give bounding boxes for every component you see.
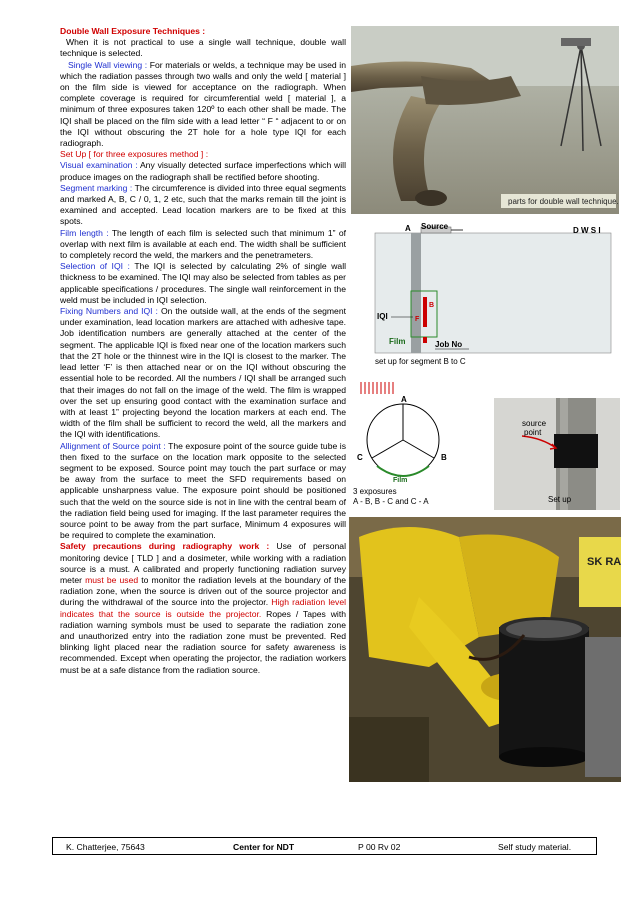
safety-text-3: Ropes / Tapes with radiation warning symbols must be used to separate the radiation zone and unauthorized entry into the radiation zone must be prevented. Red blinking light placed near the radiation source for safety awareness is recommended. Except when operating the projector, the radiation workers must be at a safe distance from the radiation source. [60, 608, 347, 675]
fixing-text: On the outside wall, at the ends of the segment under examination, lead location markers are attached with adhesive tape. Job identification numbers are generally attached at the center of the segment. The applicable IQI is fixed near one of the location markers such that the 2T hole or the thinnest wire in the IQI is closest to the marker. The lead letter ‘F’ is then attached near or on the IQI without obscuring the essential hole to be recorded. All the numbers / IQI shall be arranged such that their images do not fall on the image of the weld. The film is wrapped over the set up ensuring good contact with the examination surface and with at least 1” projecting beyond the location markers at each end. The width of the film shall be sufficient to record the weld, all the markers and the IQI with identifications. [60, 306, 346, 440]
align-paragraph [60, 441, 346, 542]
photo2-label-point: point [524, 428, 542, 437]
segment-paragraph [60, 183, 346, 228]
d2-label-a: A [401, 395, 407, 404]
diagram-dwsi-setup [351, 221, 619, 373]
segment-label: Segment marking : [60, 182, 133, 193]
single-wall-text: For materials or welds, a technique may be used in which the radiation passes through two walls and only the weld [ material ] on the film side is viewed for acceptance on the radiograph. When complete coverage is required for circumferential weld [ material ], a minimum of three exposures taken 120º to each other shall be made. The IQI shall be placed on the film side with a lead letter “ F “ adjacent to or on the IQI without obscuring the 2T hole for a hole type IQI for each radiograph. [60, 59, 346, 149]
iqi-label: Selection of IQI : [60, 261, 130, 272]
fixing-paragraph [60, 306, 346, 440]
photo3-sign-letters: SK RA [587, 556, 621, 568]
photo2-caption: Set up [548, 495, 572, 504]
photo-radiography-worker-drawing [349, 517, 621, 782]
d2-label-film: Film [393, 477, 408, 484]
align-label: Allignment of Source point : [60, 440, 166, 451]
d2-label-c: C [357, 453, 363, 462]
safety-text-2: to monitor the radiation levels at the boundary of the radiation zone, when the source is driven out of the source projector and during the withdrawal of the source into the projector. [60, 574, 347, 608]
photo-source-point [494, 398, 620, 510]
diagram-dwsi-drawing [351, 221, 619, 373]
safety-red-2: High radiation level indicates that the source is outside the projector. [60, 597, 347, 619]
visual-text: Any visually detected surface imperfections which will produce images on the radiograph shall be rectified before shooting. [60, 160, 346, 182]
photo-source-point-drawing [494, 398, 620, 510]
diagram-three-exposures-drawing [351, 378, 491, 508]
visual-label: Visual examination : [60, 160, 138, 171]
label-dwsi: D W S I [573, 226, 601, 235]
iqi-paragraph [60, 261, 346, 306]
label-film: Film [389, 337, 406, 346]
film-paragraph [60, 228, 346, 262]
footer-page: P 00 Rv 02 [358, 842, 401, 852]
safety-paragraph [60, 541, 346, 675]
film-label: Film length : [60, 227, 109, 238]
fixing-label: Fixing Numbers and IQI : [60, 306, 158, 317]
visual-paragraph [60, 160, 346, 182]
safety-red-1: must be used [85, 574, 139, 585]
footer-note: Self study material. [498, 842, 572, 852]
label-b: B [429, 302, 435, 309]
diagram-three-exposures [351, 378, 491, 508]
photo-pipe-parts-drawing [351, 26, 619, 214]
safety-text-1: Use of personal monitoring device [ TLD ] and a dosimeter, while working with a radiation source is a must. A calibrated and properly functioning radiation survey meter [60, 541, 346, 585]
dw-intro: When it is not practical to use a single wall technique, double wall technique is selected. [60, 37, 346, 59]
label-f: F [415, 316, 420, 323]
align-text: The exposure point of the source guide tube is then fixed to the surface on the location mark opposite to the selected segment to be exposed. Source point may touch the part surface or may be away from the surface to meet the SFD requirements based on applicable unsharpness value. The exposure point should be positioned such that the weld on the source side is not in line with the central beam of the radiation field being used for imaging. If the last parameter requires the source point to be away from the part surface, Minimum 4 exposures will be required to complete the examination. [60, 440, 347, 541]
photo-pipe-parts [351, 26, 619, 214]
photo-radiography-worker [349, 517, 621, 782]
single-wall-label: Single Wall viewing : [68, 59, 148, 70]
label-iqi: IQI [377, 312, 388, 321]
label-a: A [405, 224, 411, 233]
dw-heading: Double Wall Exposure Techniques : [60, 26, 206, 36]
single-wall-paragraph [60, 60, 346, 150]
film-text: The length of each film is selected such that minimum 1” of overlap with next film is available at each end. The width shall be sufficient to completely record the weld, the markers and the penetrameters. [60, 227, 346, 261]
safety-label: Safety precautions during radiography work : [60, 541, 270, 552]
setup-heading: Set Up [ for three exposures method ] : [60, 149, 209, 160]
text-column [60, 26, 346, 676]
d2-caption-1: 3 exposures [353, 487, 397, 496]
segment-text: The circumference is divided into three equal segments and marked A, B, C / 0, 1, 2 etc, such that the marks remain till the joint is examined and accepted. Lead location markers are to be fixed at this spots. [60, 182, 347, 227]
photo-pipe-parts-caption: parts for double wall technique. [508, 197, 619, 206]
label-source: Source [421, 222, 449, 231]
d2-caption-2: A - B, B - C and C - A [353, 497, 429, 506]
footer-bar [52, 837, 597, 855]
footer-center: Center for NDT [233, 842, 295, 852]
iqi-text: The IQI is selected by calculating 2% of single wall thickness to be examined. The IQI may also be selected from tables as per applicable specifications / procedures. The single wall reinforcement in the weld must be included in IQI selection. [60, 261, 347, 305]
footer-author: K. Chatterjee, 75643 [66, 842, 145, 852]
photo2-label-source: source [522, 419, 547, 428]
diagram1-caption: set up for segment B to C [375, 357, 466, 366]
label-job: Job No [435, 340, 463, 349]
d2-label-b: B [441, 453, 447, 462]
